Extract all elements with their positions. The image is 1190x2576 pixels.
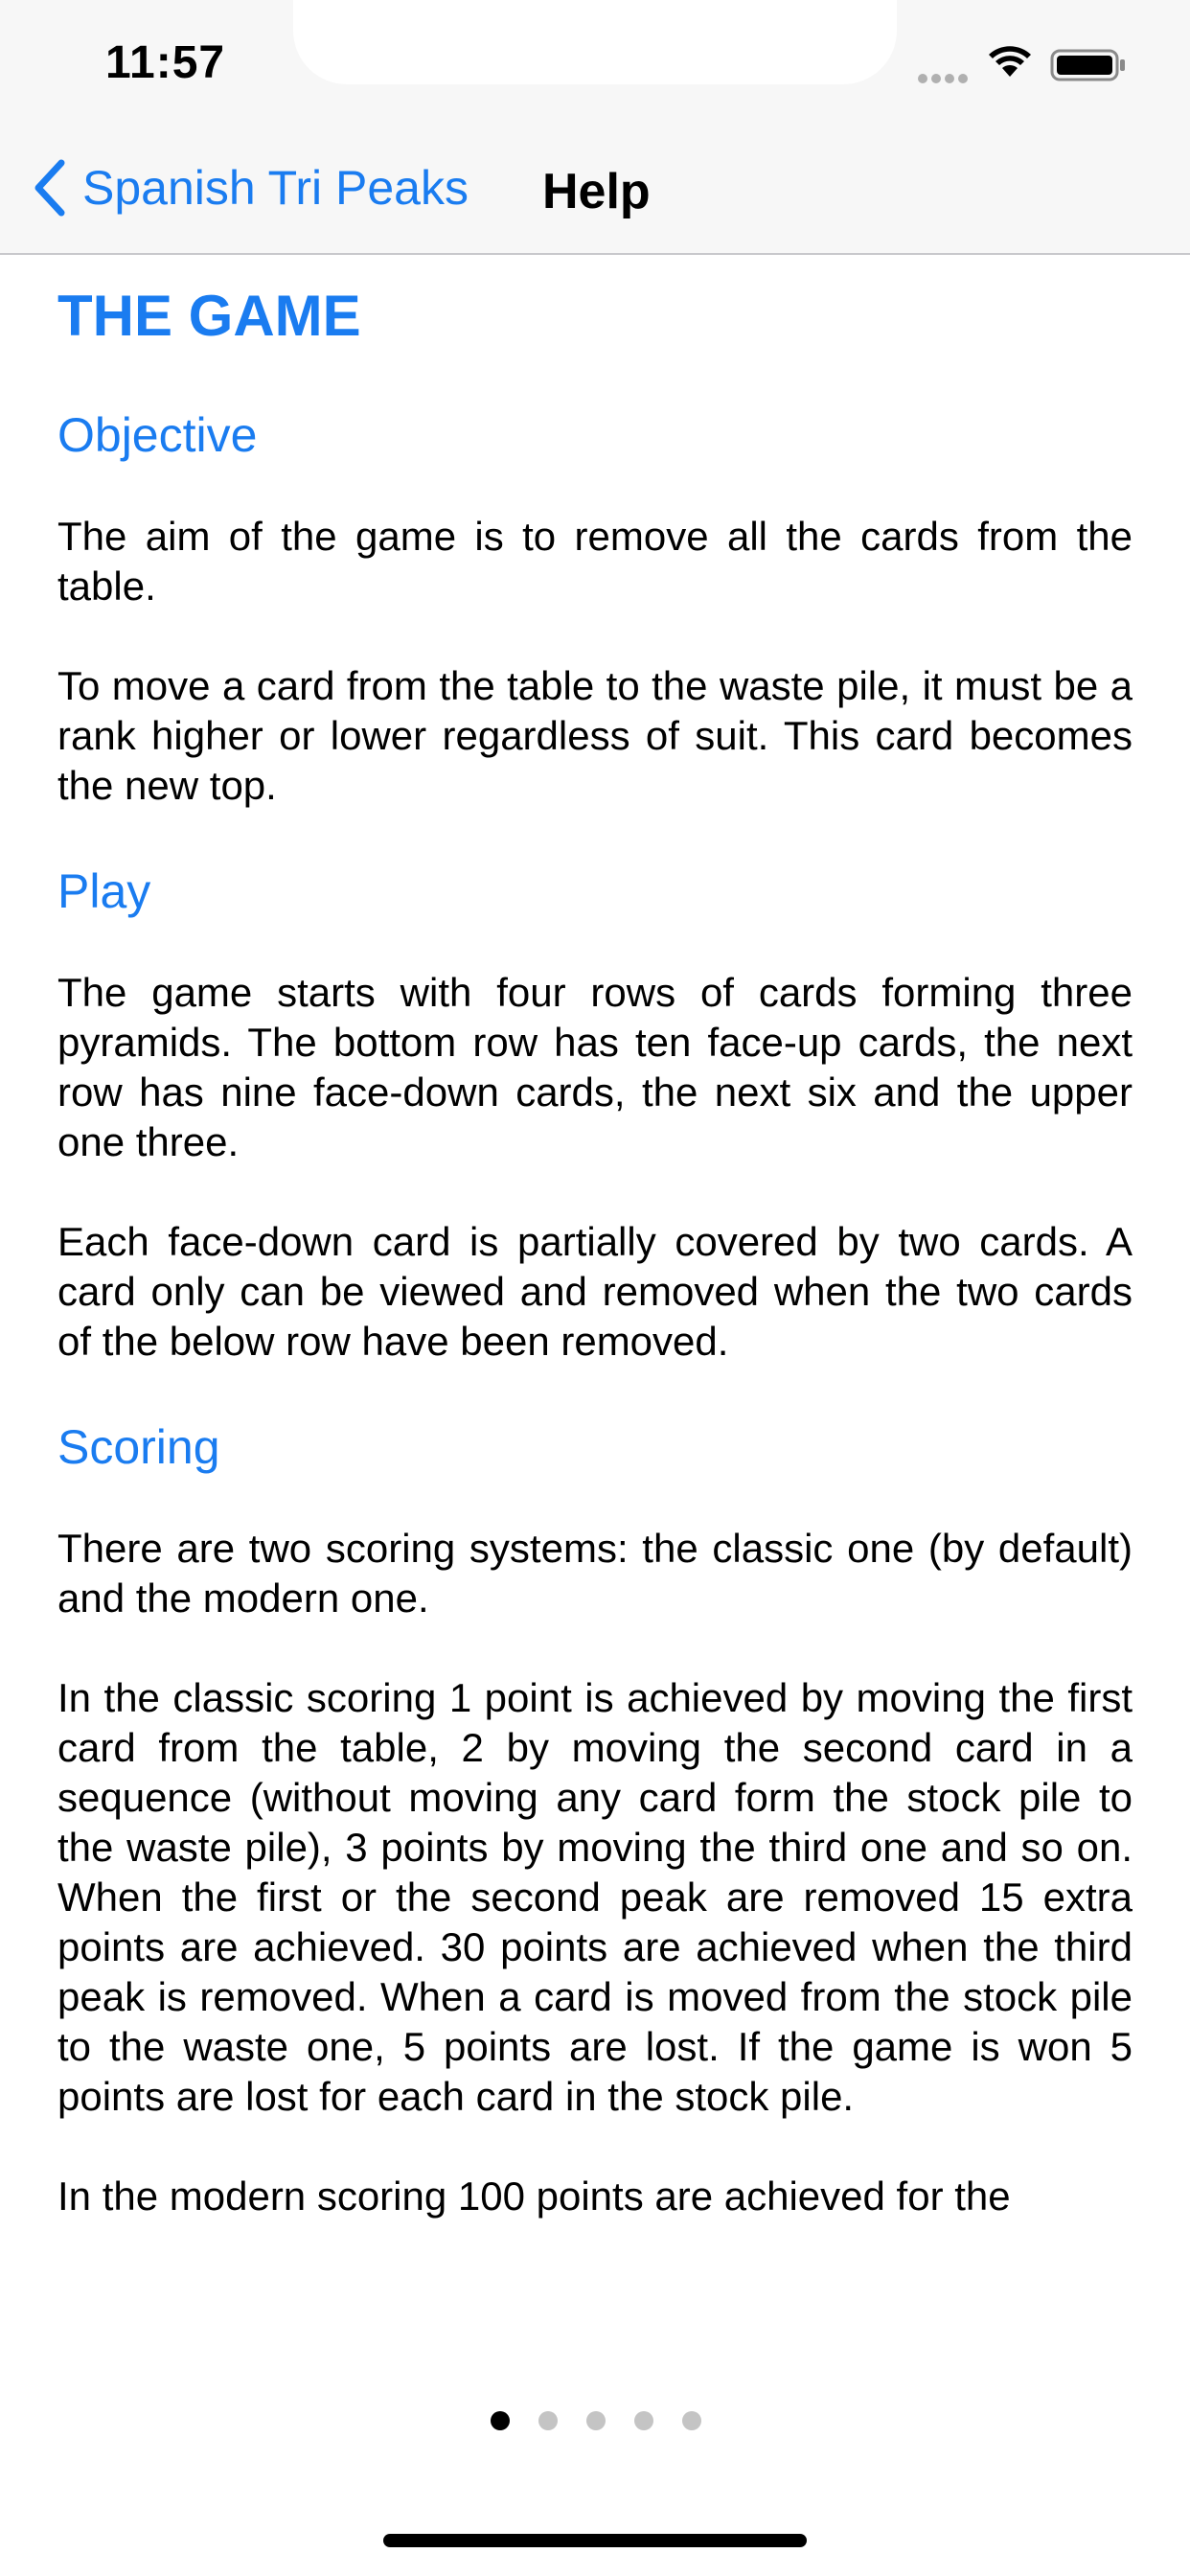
- page-dot[interactable]: [491, 2411, 510, 2430]
- section-title-objective: Objective: [57, 408, 258, 462]
- help-paragraph: The aim of the game is to remove all the cards from the table.: [57, 514, 1133, 609]
- help-paragraph: Each face-down card is partially covered by two cards. A card only can be viewed and removed when the two cards of the below row have been removed.: [57, 1219, 1133, 1364]
- help-heading: THE GAME: [57, 284, 361, 348]
- navigation-header: [0, 0, 1190, 255]
- help-paragraph: The game starts with four rows of cards forming three pyramids. The bottom row has ten face-up cards, the next row has nine face-down cards, the next six and the upper one three.: [57, 970, 1133, 1164]
- help-paragraph: There are two scoring systems: the classic one (by default) and the modern one.: [57, 1526, 1133, 1621]
- help-paragraph: In the classic scoring 1 point is achieved by moving the first card from the table, 2 by moving the second card in a sequence (without moving any card form the stock pile to the waste pile), 3 points by moving the third one and so on. When the first or the second peak are removed 15 extra points are achieved. 30 points are achieved when the third peak is removed. When a card is moved from the stock pile to the waste one, 5 points are lost. If the game is won 5 points are lost for each card in the stock pile.: [57, 1675, 1133, 2119]
- home-indicator[interactable]: [383, 2534, 807, 2547]
- battery-icon: [1050, 48, 1127, 82]
- cellular-signal-icon: [918, 71, 972, 80]
- chevron-left-icon: [31, 157, 69, 218]
- page-title: Help: [542, 164, 651, 219]
- back-button[interactable]: [31, 157, 469, 218]
- section-title-play: Play: [57, 864, 151, 918]
- section-title-scoring: Scoring: [57, 1420, 220, 1474]
- help-paragraph: In the modern scoring 100 points are achieved for the: [57, 2174, 1011, 2219]
- page-dot[interactable]: [586, 2411, 606, 2430]
- page-indicator[interactable]: [491, 2411, 701, 2434]
- help-content[interactable]: [57, 278, 1133, 2329]
- help-paragraph: To move a card from the table to the waste pile, it must be a rank higher or lower regardless of suit. This card becomes the new top.: [57, 663, 1133, 808]
- status-time: 11:57: [105, 37, 226, 88]
- page-dot[interactable]: [634, 2411, 653, 2430]
- back-button-label: Spanish Tri Peaks: [82, 161, 469, 215]
- wifi-icon: [987, 44, 1033, 79]
- page-dot[interactable]: [538, 2411, 558, 2430]
- page-dot[interactable]: [682, 2411, 701, 2430]
- device-notch: [293, 0, 897, 84]
